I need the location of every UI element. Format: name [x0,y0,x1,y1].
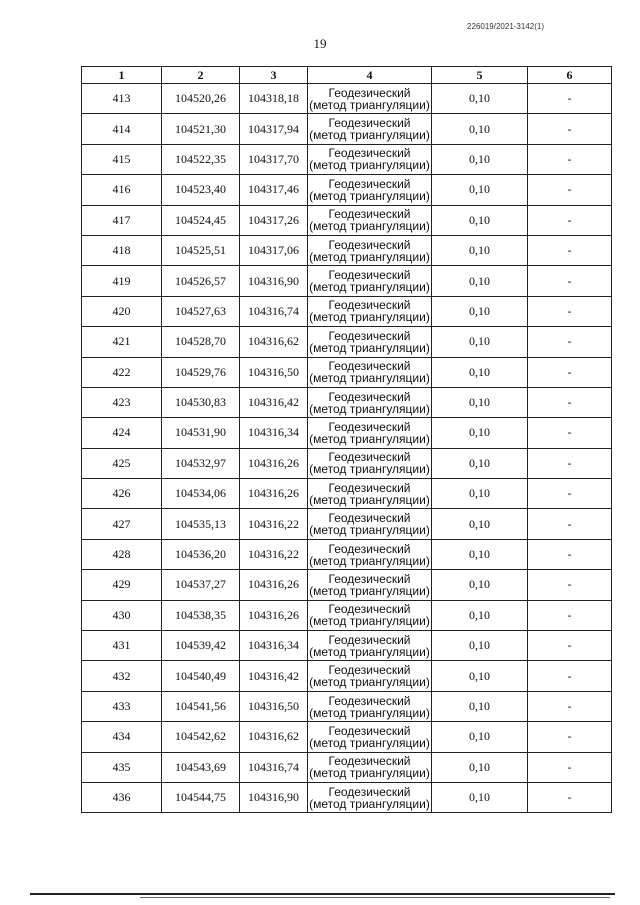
accuracy-cell: 0,10 [432,175,528,205]
method-cell [308,266,432,296]
method-line-2: (метод триангуляции) [309,371,430,386]
method-cell [308,357,432,387]
method-cell [308,661,432,691]
header-col-4: 4 [308,67,432,84]
method-line-1: Геодезический [328,754,411,769]
method-cell [308,296,432,326]
method-cell [308,691,432,721]
point-number-cell: 425 [82,448,162,478]
table-row [82,509,612,539]
x-coordinate-cell: 104520,26 [162,84,240,114]
table-row [82,691,612,721]
x-coordinate-cell: 104543,69 [162,752,240,782]
method-line-2: (метод триангуляции) [309,401,430,416]
y-coordinate-cell: 104317,26 [240,205,308,235]
bottom-rule-secondary [140,897,610,898]
bottom-rule [30,893,615,895]
accuracy-cell: 0,10 [432,448,528,478]
point-number-cell: 422 [82,357,162,387]
table-row [82,327,612,357]
accuracy-cell: 0,10 [432,327,528,357]
method-line-2: (метод триангуляции) [309,644,430,659]
y-coordinate-cell: 104316,26 [240,448,308,478]
page-number: 19 [313,36,327,51]
point-number-cell: 415 [82,144,162,174]
table-row [82,266,612,296]
method-cell [308,570,432,600]
x-coordinate-cell: 104528,70 [162,327,240,357]
table-row [82,479,612,509]
method-line-2: (метод триангуляции) [309,431,430,446]
point-number-cell: 417 [82,205,162,235]
method-cell [308,327,432,357]
table-row [82,539,612,569]
method-cell [308,235,432,265]
method-line-1: Геодезический [328,176,411,191]
x-coordinate-cell: 104531,90 [162,418,240,448]
y-coordinate-cell: 104316,42 [240,661,308,691]
x-coordinate-cell: 104544,75 [162,782,240,812]
note-cell: - [528,691,612,721]
note-cell: - [528,235,612,265]
accuracy-cell: 0,10 [432,418,528,448]
x-coordinate-cell: 104523,40 [162,175,240,205]
method-cell [308,509,432,539]
method-cell [308,114,432,144]
x-coordinate-cell: 104537,27 [162,570,240,600]
y-coordinate-cell: 104316,62 [240,327,308,357]
y-coordinate-cell: 104316,50 [240,691,308,721]
note-cell: - [528,327,612,357]
note-cell: - [528,722,612,752]
note-cell: - [528,448,612,478]
point-number-cell: 419 [82,266,162,296]
method-line-1: Геодезический [328,511,411,526]
point-number-cell: 414 [82,114,162,144]
note-cell: - [528,600,612,630]
method-cell [308,600,432,630]
accuracy-cell: 0,10 [432,205,528,235]
method-cell [308,782,432,812]
y-coordinate-cell: 104316,74 [240,296,308,326]
table-row [82,235,612,265]
x-coordinate-cell: 104542,62 [162,722,240,752]
method-line-2: (метод триангуляции) [309,158,430,173]
method-line-1: Геодезический [328,116,411,131]
point-number-cell: 431 [82,631,162,661]
method-line-1: Геодезический [328,693,411,708]
method-cell [308,479,432,509]
accuracy-cell: 0,10 [432,479,528,509]
note-cell: - [528,205,612,235]
point-number-cell: 424 [82,418,162,448]
y-coordinate-cell: 104316,26 [240,600,308,630]
x-coordinate-cell: 104529,76 [162,357,240,387]
table-row [82,448,612,478]
accuracy-cell: 0,10 [432,235,528,265]
method-cell [308,631,432,661]
method-line-1: Геодезический [328,328,411,343]
y-coordinate-cell: 104317,70 [240,144,308,174]
accuracy-cell: 0,10 [432,570,528,600]
method-line-2: (метод триангуляции) [309,219,430,234]
method-line-2: (метод триангуляции) [309,128,430,143]
accuracy-cell: 0,10 [432,266,528,296]
point-number-cell: 435 [82,752,162,782]
note-cell: - [528,387,612,417]
y-coordinate-cell: 104317,94 [240,114,308,144]
method-cell [308,448,432,478]
point-number-cell: 428 [82,539,162,569]
accuracy-cell: 0,10 [432,84,528,114]
point-number-cell: 416 [82,175,162,205]
table-row [82,387,612,417]
accuracy-cell: 0,10 [432,631,528,661]
table-row [82,570,612,600]
y-coordinate-cell: 104316,62 [240,722,308,752]
accuracy-cell: 0,10 [432,691,528,721]
method-line-2: (метод триангуляции) [309,614,430,629]
point-number-cell: 426 [82,479,162,509]
point-number-cell: 432 [82,661,162,691]
x-coordinate-cell: 104541,56 [162,691,240,721]
point-number-cell: 421 [82,327,162,357]
accuracy-cell: 0,10 [432,387,528,417]
y-coordinate-cell: 104318,18 [240,84,308,114]
x-coordinate-cell: 104532,97 [162,448,240,478]
note-cell: - [528,266,612,296]
method-line-2: (метод триангуляции) [309,675,430,690]
table-row [82,418,612,448]
point-number-cell: 418 [82,235,162,265]
table-row [82,205,612,235]
method-cell [308,722,432,752]
note-cell: - [528,539,612,569]
x-coordinate-cell: 104524,45 [162,205,240,235]
note-cell: - [528,631,612,661]
method-cell [308,175,432,205]
method-line-2: (метод триангуляции) [309,583,430,598]
table-row [82,722,612,752]
header-col-6: 6 [528,67,612,84]
method-line-2: (метод триангуляции) [309,280,430,295]
method-line-2: (метод триангуляции) [309,492,430,507]
accuracy-cell: 0,10 [432,782,528,812]
note-cell: - [528,782,612,812]
table-row [82,114,612,144]
header-col-1: 1 [82,67,162,84]
method-line-1: Геодезический [328,207,411,222]
method-cell [308,539,432,569]
coordinates-table [81,66,612,813]
accuracy-cell: 0,10 [432,661,528,691]
method-cell [308,205,432,235]
note-cell: - [528,479,612,509]
x-coordinate-cell: 104538,35 [162,600,240,630]
point-number-cell: 429 [82,570,162,600]
y-coordinate-cell: 104316,22 [240,509,308,539]
y-coordinate-cell: 104316,90 [240,266,308,296]
table-row [82,175,612,205]
accuracy-cell: 0,10 [432,357,528,387]
note-cell: - [528,144,612,174]
table-row [82,631,612,661]
header-col-2: 2 [162,67,240,84]
method-line-1: Геодезический [328,389,411,404]
point-number-cell: 427 [82,509,162,539]
x-coordinate-cell: 104536,20 [162,539,240,569]
accuracy-cell: 0,10 [432,539,528,569]
method-line-2: (метод триангуляции) [309,705,430,720]
accuracy-cell: 0,10 [432,296,528,326]
method-cell [308,418,432,448]
y-coordinate-cell: 104316,34 [240,418,308,448]
y-coordinate-cell: 104317,06 [240,235,308,265]
accuracy-cell: 0,10 [432,722,528,752]
note-cell: - [528,570,612,600]
point-number-cell: 434 [82,722,162,752]
x-coordinate-cell: 104534,06 [162,479,240,509]
method-line-2: (метод триангуляции) [309,523,430,538]
method-line-1: Геодезический [328,237,411,252]
note-cell: - [528,509,612,539]
table-row [82,84,612,114]
note-cell: - [528,175,612,205]
document-id: 226019/2021-3142(1) [467,22,544,31]
method-line-2: (метод триангуляции) [309,553,430,568]
point-number-cell: 413 [82,84,162,114]
method-line-1: Геодезический [328,480,411,495]
y-coordinate-cell: 104317,46 [240,175,308,205]
y-coordinate-cell: 104316,50 [240,357,308,387]
point-number-cell: 433 [82,691,162,721]
x-coordinate-cell: 104530,83 [162,387,240,417]
table-row [82,661,612,691]
method-cell [308,84,432,114]
method-cell [308,144,432,174]
x-coordinate-cell: 104525,51 [162,235,240,265]
method-cell [308,752,432,782]
x-coordinate-cell: 104539,42 [162,631,240,661]
method-line-1: Геодезический [328,632,411,647]
point-number-cell: 436 [82,782,162,812]
y-coordinate-cell: 104316,22 [240,539,308,569]
x-coordinate-cell: 104540,49 [162,661,240,691]
table-row [82,357,612,387]
method-line-1: Геодезический [328,268,411,283]
x-coordinate-cell: 104522,35 [162,144,240,174]
x-coordinate-cell: 104527,63 [162,296,240,326]
method-line-1: Геодезический [328,359,411,374]
method-line-1: Геодезический [328,419,411,434]
y-coordinate-cell: 104316,42 [240,387,308,417]
note-cell: - [528,114,612,144]
y-coordinate-cell: 104316,34 [240,631,308,661]
method-line-2: (метод триангуляции) [309,97,430,112]
y-coordinate-cell: 104316,26 [240,479,308,509]
y-coordinate-cell: 104316,90 [240,782,308,812]
method-line-1: Геодезический [328,663,411,678]
x-coordinate-cell: 104535,13 [162,509,240,539]
header-col-3: 3 [240,67,308,84]
table-row [82,752,612,782]
method-line-1: Геодезический [328,541,411,556]
table-row [82,144,612,174]
method-line-1: Геодезический [328,146,411,161]
method-line-2: (метод триангуляции) [309,796,430,811]
method-line-1: Геодезический [328,450,411,465]
table-row [82,600,612,630]
header-col-5: 5 [432,67,528,84]
note-cell: - [528,418,612,448]
note-cell: - [528,661,612,691]
accuracy-cell: 0,10 [432,752,528,782]
method-cell [308,387,432,417]
x-coordinate-cell: 104521,30 [162,114,240,144]
x-coordinate-cell: 104526,57 [162,266,240,296]
method-line-2: (метод триангуляции) [309,735,430,750]
accuracy-cell: 0,10 [432,144,528,174]
point-number-cell: 423 [82,387,162,417]
method-line-1: Геодезический [328,602,411,617]
y-coordinate-cell: 104316,26 [240,570,308,600]
note-cell: - [528,357,612,387]
method-line-1: Геодезический [328,571,411,586]
table-row [82,296,612,326]
method-line-1: Геодезический [328,784,411,799]
note-cell: - [528,84,612,114]
method-line-2: (метод триангуляции) [309,188,430,203]
table-header-row [82,67,612,84]
note-cell: - [528,752,612,782]
method-line-2: (метод триангуляции) [309,249,430,264]
accuracy-cell: 0,10 [432,114,528,144]
method-line-2: (метод триангуляции) [309,310,430,325]
accuracy-cell: 0,10 [432,600,528,630]
point-number-cell: 430 [82,600,162,630]
method-line-1: Геодезический [328,723,411,738]
method-line-1: Геодезический [328,298,411,313]
accuracy-cell: 0,10 [432,509,528,539]
method-line-2: (метод триангуляции) [309,462,430,477]
point-number-cell: 420 [82,296,162,326]
table-row [82,782,612,812]
method-line-2: (метод триангуляции) [309,340,430,355]
note-cell: - [528,296,612,326]
method-line-2: (метод триангуляции) [309,766,430,781]
method-line-1: Геодезический [328,85,411,100]
y-coordinate-cell: 104316,74 [240,752,308,782]
